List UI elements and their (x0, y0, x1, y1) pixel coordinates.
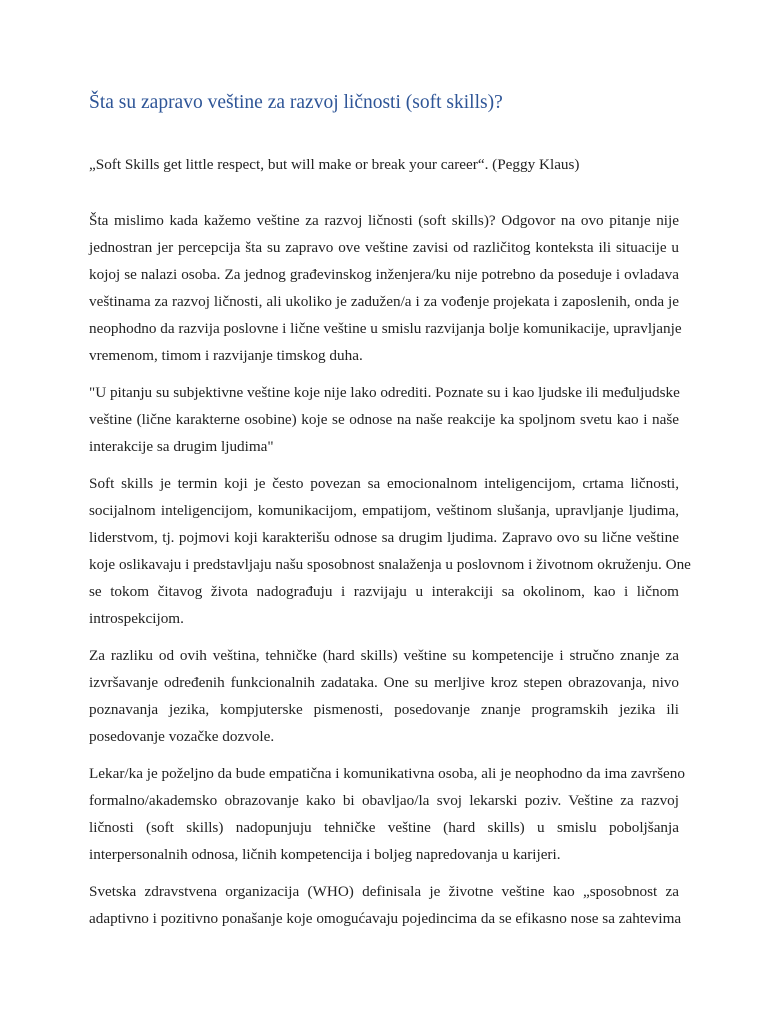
paragraph-line: izvršavanje određenih funkcionalnih zadataka. One su merljive kroz stepen obrazovanja, nivo (89, 674, 679, 691)
paragraph-line: socijalnom inteligencijom, komunikacijom, empatijom, veštinom slušanja, upravljanje ljudima, (89, 502, 679, 519)
document-title: Šta su zapravo veštine za razvoj ličnosti (soft skills)? (89, 92, 503, 113)
paragraph-line: Soft skills je termin koji je često povezan sa emocionalnom inteligencijom, crtama ličnosti, (89, 475, 679, 492)
paragraph-line: Za razliku od ovih veština, tehničke (hard skills) veštine su kompetencije i stručno znanje za (89, 647, 679, 664)
body-paragraph (89, 642, 679, 750)
paragraph-line: introspekcijom. (89, 610, 184, 627)
paragraph-line: "U pitanju su subjektivne veštine koje nije lako odrediti. Poznate su i kao ljudske ili međuljudske (89, 384, 680, 401)
paragraph-line: veštine (lične karakterne osobine) koje se odnose na naše reakcije ka spoljnom svetu kao i naše (89, 411, 679, 428)
paragraph-line: se tokom čitavog života nadograđuju i razvijaju u interakciji sa okolinom, kao i ličnom (89, 583, 679, 600)
paragraph-line: poznavanja jezika, kompjuterske pismenosti, posedovanje znanje programskih jezika ili (89, 701, 679, 718)
paragraph-line: koje oslikavaju i predstavljaju našu sposobnost snalaženja u poslovnom i životnom okruženju. One (89, 556, 691, 573)
document-body (89, 207, 691, 942)
paragraph-line: jednostran jer percepcija šta su zapravo ove veštine zavisi od različitog konteksta ili situacije u (89, 239, 679, 256)
paragraph-line: formalno/akademsko obrazovanje kako bi obavljao/la svoj lekarski poziv. Veštine za razvoj (89, 792, 679, 809)
paragraph-line: veštinama za razvoj ličnosti, ali ukoliko je zadužen/a i za vođenje projekata i zaposlenih, onda je (89, 293, 679, 310)
body-paragraph (89, 470, 691, 632)
paragraph-line: liderstvom, tj. pojmovi koji karakterišu odnose sa drugim ljudima. Zapravo ovo su lične veštine (89, 529, 679, 546)
paragraph-line: vremenom, timom i razvijanje timskog duha. (89, 347, 363, 364)
paragraph-line: kojoj se nalazi osoba. Za jednog građevinskog inženjera/ku nije potrebno da poseduje i ovladava (89, 266, 679, 283)
epigraph-quote: „Soft Skills get little respect, but will make or break your career“. (Peggy Klaus) (89, 156, 580, 173)
body-paragraph (89, 379, 679, 460)
paragraph-line: ličnosti (soft skills) nadopunjuju tehničke veštine (hard skills) u smislu poboljšanja (89, 819, 679, 836)
body-paragraph (89, 878, 682, 932)
paragraph-line: posedovanje vozačke dozvole. (89, 728, 275, 745)
body-paragraph (89, 207, 682, 369)
paragraph-line: Lekar/ka je poželjno da bude empatična i komunikativna osoba, ali je neophodno da ima završeno (89, 765, 685, 782)
paragraph-line: neophodno da razvija poslovne i lične veštine u smislu razvijanja bolje komunikacije, upravljanje (89, 320, 682, 337)
paragraph-line: Šta mislimo kada kažemo veštine za razvoj ličnosti (soft skills)? Odgovor na ovo pitanje nije (89, 212, 679, 229)
paragraph-line: adaptivno i pozitivno ponašanje koje omogućavaju pojedincima da se efikasno nose sa zahtevima (89, 910, 682, 927)
paragraph-line: Svetska zdravstvena organizacija (WHO) definisala je životne veštine kao „sposobnost za (89, 883, 679, 900)
paragraph-line: interpersonalnih odnosa, ličnih kompetencija i boljeg napredovanja u karijeri. (89, 846, 561, 863)
body-paragraph (89, 760, 685, 868)
paragraph-line: interakcije sa drugim ljudima" (89, 438, 274, 455)
